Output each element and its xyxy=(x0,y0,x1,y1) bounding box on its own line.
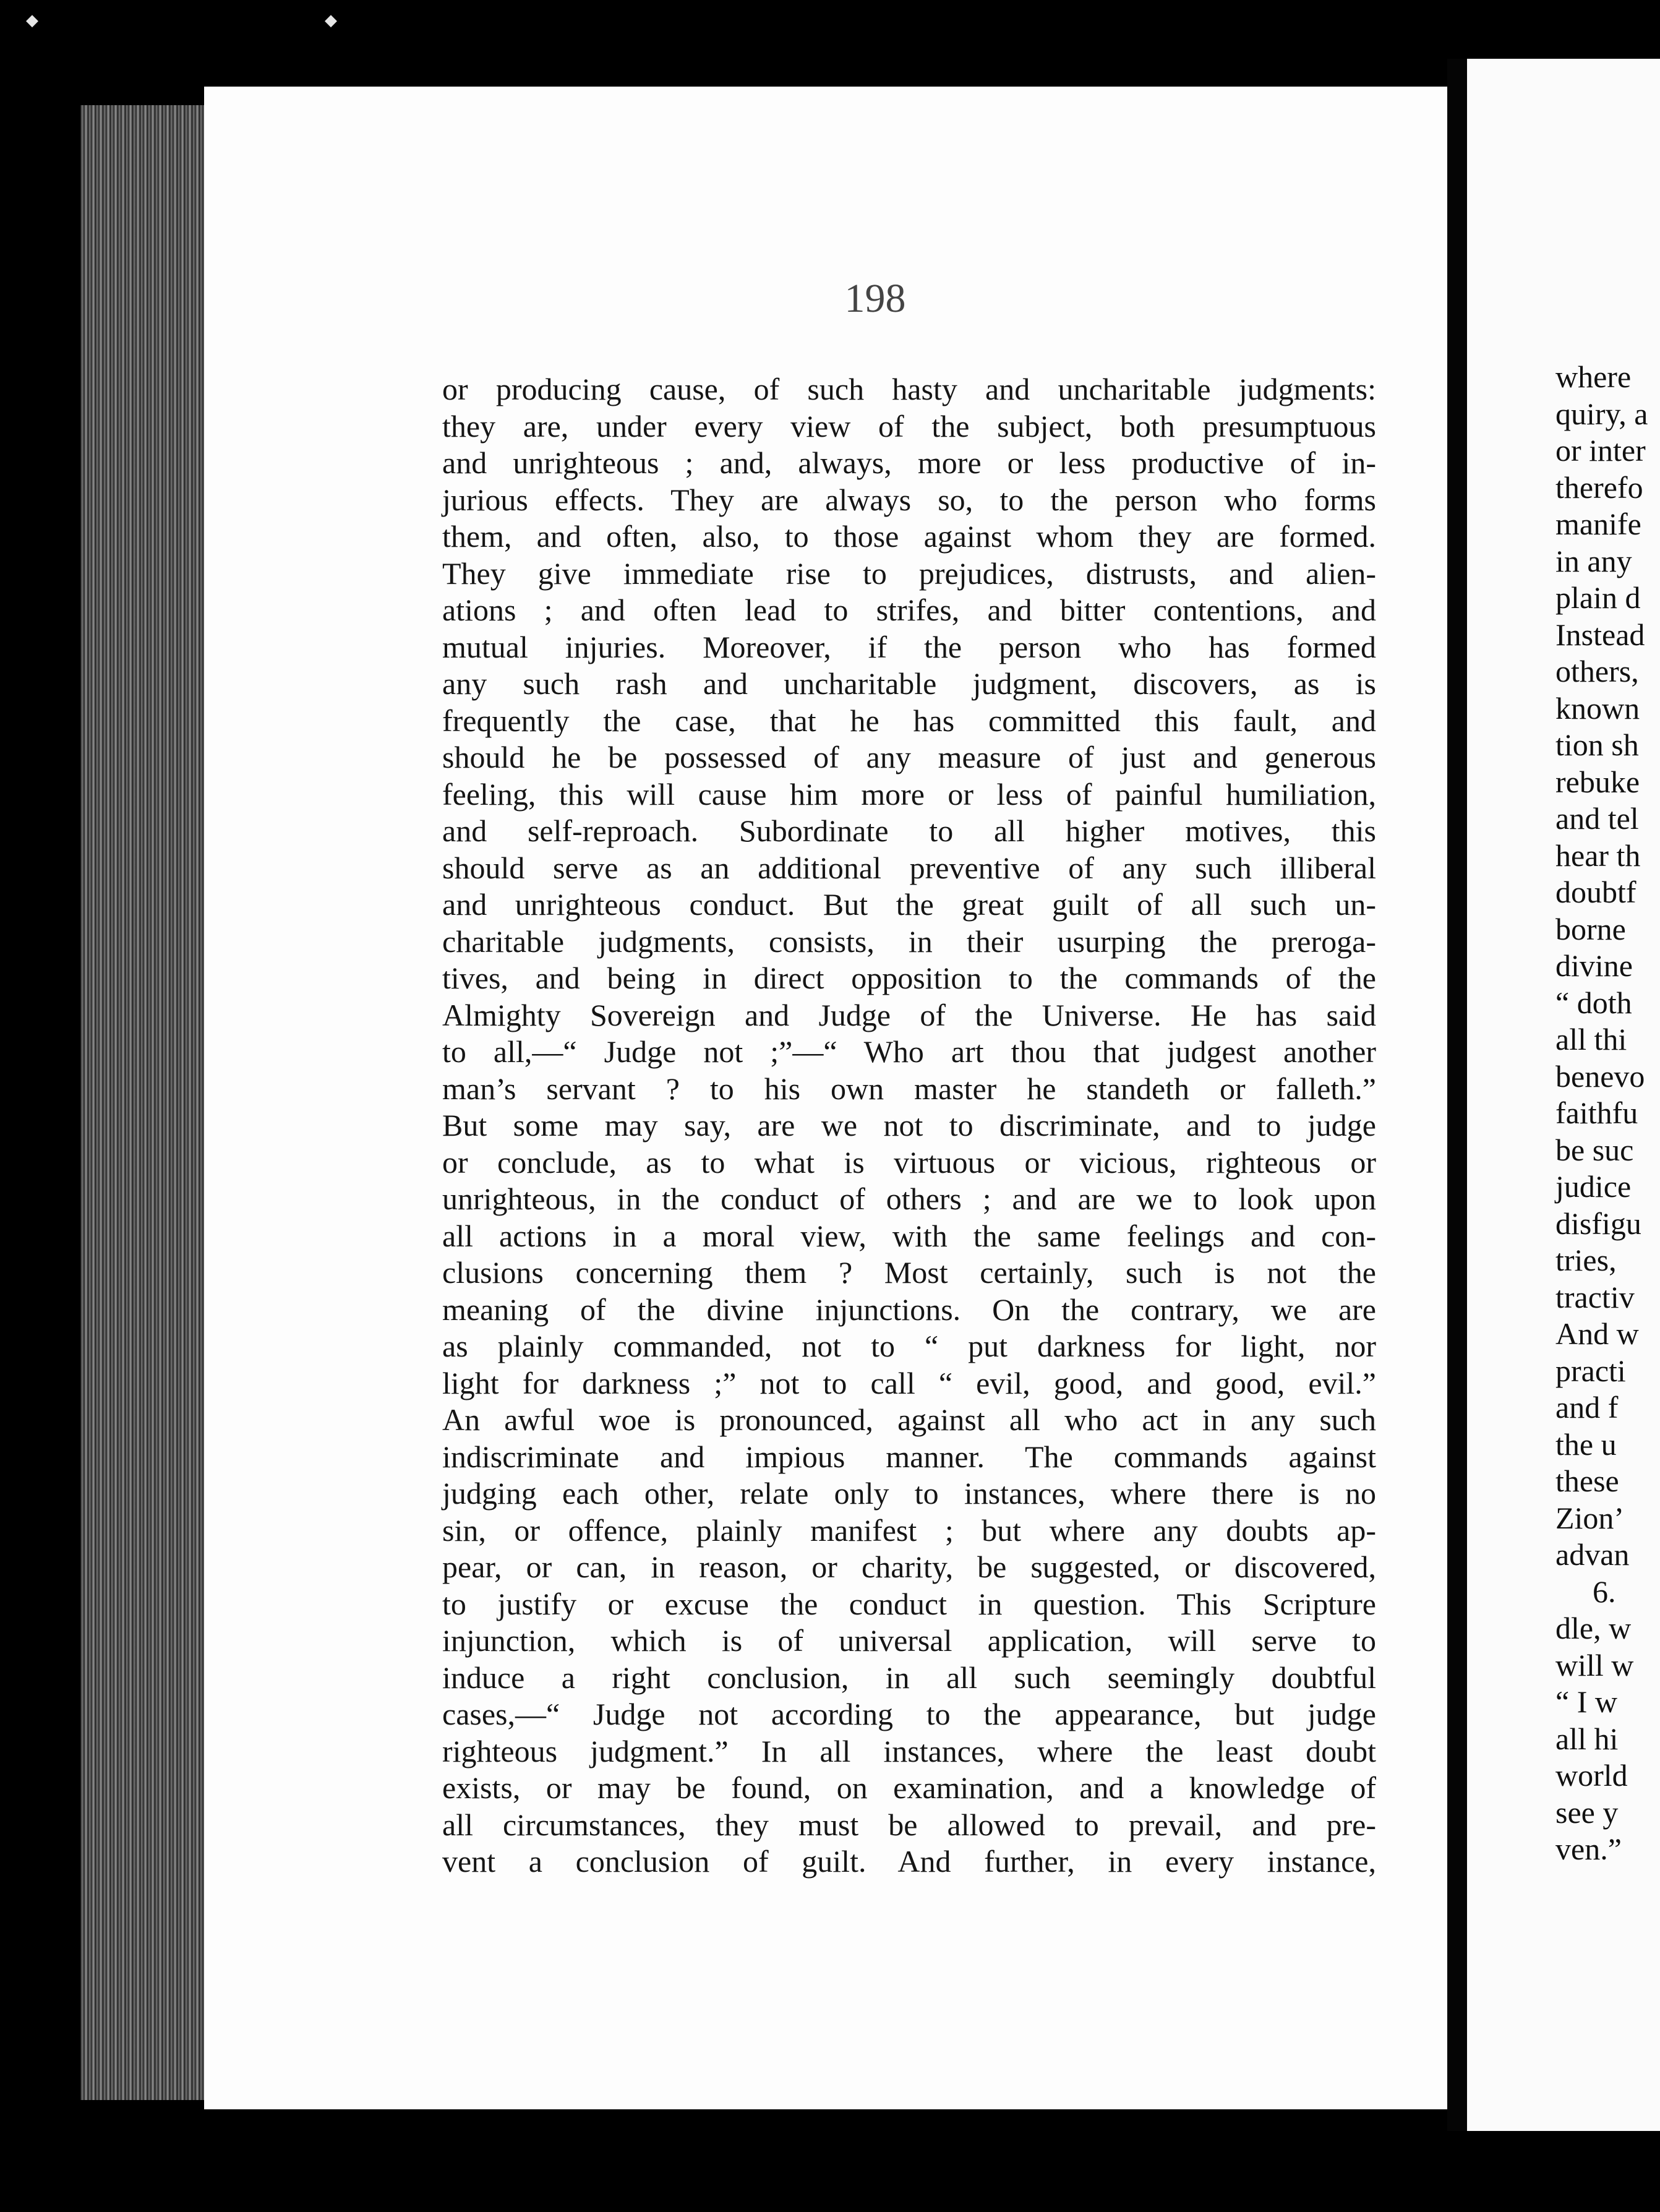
facing-page-line: see y xyxy=(1555,1794,1619,1830)
text-line: exists, or may be found, on examination, and a knowledge of xyxy=(442,1770,1376,1805)
text-line: frequently the case, that he has committed this fault, and xyxy=(442,703,1376,738)
text-line: An awful woe is pronounced, against all who act in any such xyxy=(442,1402,1376,1437)
facing-page-line: or inter xyxy=(1555,433,1646,468)
page-stack-edge xyxy=(80,105,204,2100)
text-line: as plainly commanded, not to “ put darkness for light, nor xyxy=(442,1329,1376,1363)
facing-page-line: practi xyxy=(1555,1353,1626,1388)
facing-page-line: hear th xyxy=(1555,838,1641,873)
facing-page-line: will w xyxy=(1555,1647,1634,1683)
page-number: 198 xyxy=(844,276,906,321)
facing-page-line: “ doth xyxy=(1555,985,1632,1020)
text-line: any such rash and uncharitable judgment, discovers, as is xyxy=(442,666,1376,701)
text-line: judging each other, relate only to instances, where there is no xyxy=(442,1476,1376,1511)
text-line: Almighty Sovereign and Judge of the Universe. He has said xyxy=(442,997,1376,1032)
text-line: they are, under every view of the subject, both presumptuous xyxy=(442,408,1376,444)
text-line: light for darkness ;” not to call “ evil, good, and good, evil.” xyxy=(442,1365,1376,1400)
text-line: all circumstances, they must be allowed to prevail, and pre- xyxy=(442,1807,1376,1842)
facing-page-line: therefo xyxy=(1555,469,1643,505)
text-line: They give immediate rise to prejudices, distrusts, and alien- xyxy=(442,555,1376,591)
text-line: feeling, this will cause him more or less of painful humiliation, xyxy=(442,776,1376,812)
text-line: But some may say, are we not to discriminate, and to judge xyxy=(442,1108,1376,1142)
text-line: and unrighteous ; and, always, more or less productive of in- xyxy=(442,445,1376,480)
facing-page-line: rebuke xyxy=(1555,764,1640,799)
text-line: and self-reproach. Subordinate to all higher motives, this xyxy=(442,813,1376,848)
text-line: induce a right conclusion, in all such seemingly doubtful xyxy=(442,1660,1376,1695)
text-line: sin, or offence, plainly manifest ; but where any doubts ap- xyxy=(442,1512,1376,1548)
facing-page-line: plain d xyxy=(1555,580,1641,615)
facing-page-line: judice xyxy=(1555,1169,1632,1204)
text-line: righteous judgment.” In all instances, where the least doubt xyxy=(442,1733,1376,1768)
text-line: to all,—“ Judge not ;”—“ Who art thou that judgest another xyxy=(442,1034,1376,1069)
facing-page-line: world xyxy=(1555,1758,1628,1793)
text-line: mutual injuries. Moreover, if the person who has formed xyxy=(442,629,1376,664)
facing-page-line: tion sh xyxy=(1555,727,1639,762)
facing-page-line: and tel xyxy=(1555,801,1639,836)
text-line: tives, and being in direct opposition to the commands of the xyxy=(442,961,1376,995)
text-line: meaning of the divine injunctions. On the contrary, we are xyxy=(442,1292,1376,1327)
facing-page-line: where xyxy=(1555,359,1632,394)
facing-page-line: be suc xyxy=(1555,1132,1634,1167)
facing-page-line: all thi xyxy=(1555,1022,1627,1057)
text-line: charitable judgments, consists, in their usurping the preroga- xyxy=(442,924,1376,959)
text-line: cases,—“ Judge not according to the appearance, but judge xyxy=(442,1697,1376,1731)
text-line: injunction, which is of universal application, will serve to xyxy=(442,1623,1376,1658)
text-line: and unrighteous conduct. But the great guilt of all such un- xyxy=(442,887,1376,922)
facing-page-line: quiry, a xyxy=(1555,396,1648,431)
facing-page-line: borne xyxy=(1555,911,1626,946)
text-line: clusions concerning them ? Most certainly, such is not the xyxy=(442,1255,1376,1290)
registration-mark: ◆ xyxy=(325,11,337,29)
main-text-block xyxy=(442,371,1376,1880)
facing-page-line: advan xyxy=(1555,1537,1630,1572)
facing-page-text-fragment xyxy=(1555,359,1660,1868)
facing-page-line: “ I w xyxy=(1555,1684,1617,1719)
text-line: all actions in a moral view, with the same feelings and con- xyxy=(442,1218,1376,1253)
facing-page-line: all hi xyxy=(1555,1721,1619,1756)
facing-page-line: Zion’ xyxy=(1555,1500,1625,1535)
facing-page-line: And w xyxy=(1555,1316,1639,1351)
facing-page-line: tractiv xyxy=(1555,1279,1635,1314)
facing-page-line: the u xyxy=(1555,1426,1617,1462)
registration-mark: ◆ xyxy=(26,11,38,29)
facing-page-line: known xyxy=(1555,690,1640,726)
facing-page-line: manife xyxy=(1555,507,1641,541)
text-line: them, and often, also, to those against whom they are formed. xyxy=(442,519,1376,554)
facing-page-line: dle, w xyxy=(1555,1611,1632,1645)
text-line: or producing cause, of such hasty and uncharitable judgments: xyxy=(442,372,1376,406)
text-line: ations ; and often lead to strifes, and bitter contentions, and xyxy=(442,593,1376,627)
facing-page-line: doubtf xyxy=(1555,875,1636,909)
text-line: pear, or can, in reason, or charity, be suggested, or discovered, xyxy=(442,1550,1376,1584)
text-line: vent a conclusion of guilt. And further, in every instance, xyxy=(442,1844,1376,1879)
facing-page-line: faithfu xyxy=(1555,1095,1638,1130)
facing-page-line: benevo xyxy=(1555,1058,1645,1094)
text-line: indiscriminate and impious manner. The commands against xyxy=(442,1439,1376,1474)
book-gutter xyxy=(1447,59,1467,2131)
text-line: or conclude, as to what is virtuous or vicious, righteous or xyxy=(442,1144,1376,1180)
facing-page-line: ven.” xyxy=(1555,1832,1622,1866)
facing-page-line: tries, xyxy=(1555,1243,1617,1277)
facing-page-line: and f xyxy=(1555,1390,1619,1425)
facing-page-line: Instead xyxy=(1555,617,1645,652)
text-line: to justify or excuse the conduct in question. This Scripture xyxy=(442,1586,1376,1621)
facing-page-line: disfigu xyxy=(1555,1206,1641,1241)
text-line: should he be possessed of any measure of just and generous xyxy=(442,740,1376,774)
facing-page-line: 6. xyxy=(1593,1574,1616,1609)
text-line: unrighteous, in the conduct of others ; and are we to look upon xyxy=(442,1181,1376,1216)
facing-page-line: in any xyxy=(1555,543,1632,578)
facing-page-line: divine xyxy=(1555,948,1633,983)
text-line: should serve as an additional preventive of any such illiberal xyxy=(442,850,1376,885)
text-line: man’s servant ? to his own master he standeth or falleth.” xyxy=(442,1071,1376,1106)
facing-page-line: others, xyxy=(1555,654,1639,688)
facing-page-line: these xyxy=(1555,1464,1619,1498)
text-line: jurious effects. They are always so, to the person who forms xyxy=(442,482,1376,517)
